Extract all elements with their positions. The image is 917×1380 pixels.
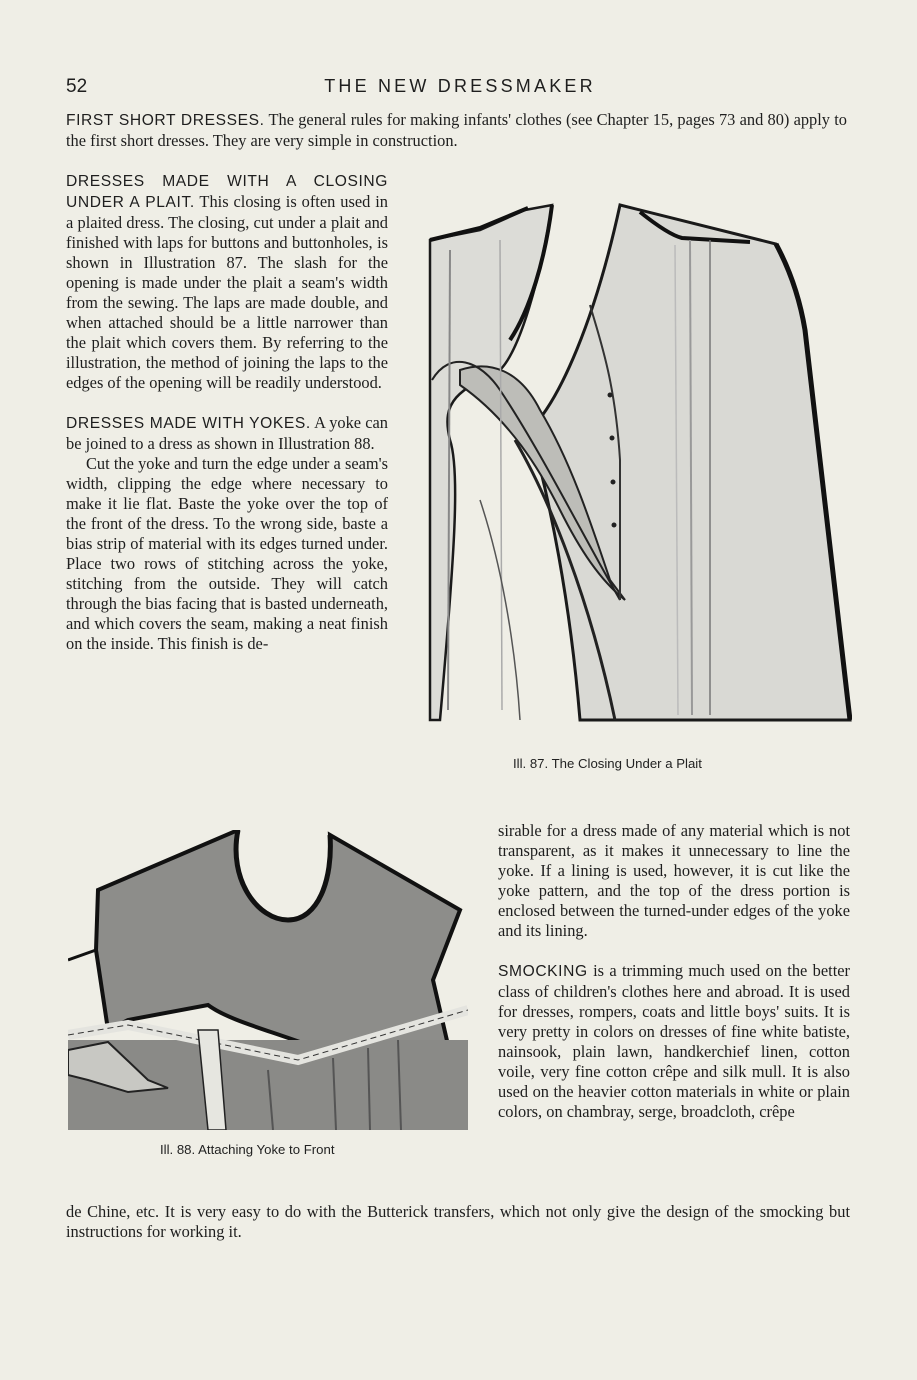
intro-heading: FIRST SHORT DRESSES.	[66, 112, 265, 129]
illustration-87-caption: Ill. 87. The Closing Under a Plait	[513, 756, 702, 771]
illustration-87-closing-under-plait	[420, 200, 852, 730]
left-column	[66, 171, 388, 654]
yokes-heading: DRESSES MADE WITH YOKES.	[66, 415, 311, 432]
smocking-text: is a trimming much used on the better class of children's clothes here and abroad. It is used for dresses, rompers, coats and little boys' suits. It is very pretty in colors on dresses of fine white batiste, nainsook, plain lawn, handkerchief linen, cotton voile, very fine cotton crêpe and silk mull. It is also used on the heavier cotton materials in white or plain colors, on chambray, serge, broadcloth, crêpe	[498, 961, 850, 1121]
closing-paragraph	[66, 171, 388, 393]
smocking-paragraph-continued	[66, 1202, 850, 1242]
yokes-paragraph-2-continued: sirable for a dress made of any material which is not transparent, as it makes it unnecessary to line the yoke. If a lining is used, however, it is cut like the yoke pattern, and the top of the dress portion is enclosed between the turned-under edges of the yoke and its lining.	[498, 821, 850, 940]
running-head: THE NEW DRESSMAKER	[324, 76, 596, 96]
closing-heading: DRESSES MADE WITH A CLOSING UNDER A PLAIT.	[66, 173, 388, 211]
yokes-text: A yoke can be joined to a dress as shown in Illustration 88.	[66, 413, 388, 453]
page-number: 52	[66, 76, 88, 97]
yokes-paragraph	[66, 413, 388, 454]
smocking-heading: SMOCKING	[498, 963, 588, 980]
illustration-88-caption: Ill. 88. Attaching Yoke to Front	[160, 1142, 335, 1157]
intro-text: The general rules for making infants' clothes (see Chapter 15, pages 73 and 80) apply to the first short dresses. They are very simple in construction.	[66, 110, 847, 150]
right-column	[498, 821, 850, 1122]
smocking-paragraph	[498, 961, 850, 1122]
illustration-88-attaching-yoke	[68, 830, 468, 1130]
yokes-paragraph-2: Cut the yoke and turn the edge under a seam's width, clipping the edge where necessary to make it lie flat. Baste the yoke over the top of the front of the dress. To the wrong side, baste a bias strip of material with its edges turned under. Place two rows of stitching across the yoke, stitching from the outside. They will catch through the bias facing that is basted underneath, and which covers the seam, making a neat finish on the inside. This finish is de-	[66, 454, 388, 653]
closing-text: This closing is often used in a plaited dress. The closing, cut under a plait and finished with laps for buttons and buttonholes, is shown in Illustration 87. The slash for the opening is made under the plait a seam's width from the sewing. The laps are made double, and when attached should be a little narrower than the plait which covers them. By referring to the illustration, the method of joining the laps to the edges of the opening will be readily understood.	[66, 192, 388, 392]
smocking-tail-text: de Chine, etc. It is very easy to do with the Butterick transfers, which not only give the design of the smocking but instructions for working it.	[66, 1202, 850, 1241]
intro-paragraph	[66, 110, 847, 151]
